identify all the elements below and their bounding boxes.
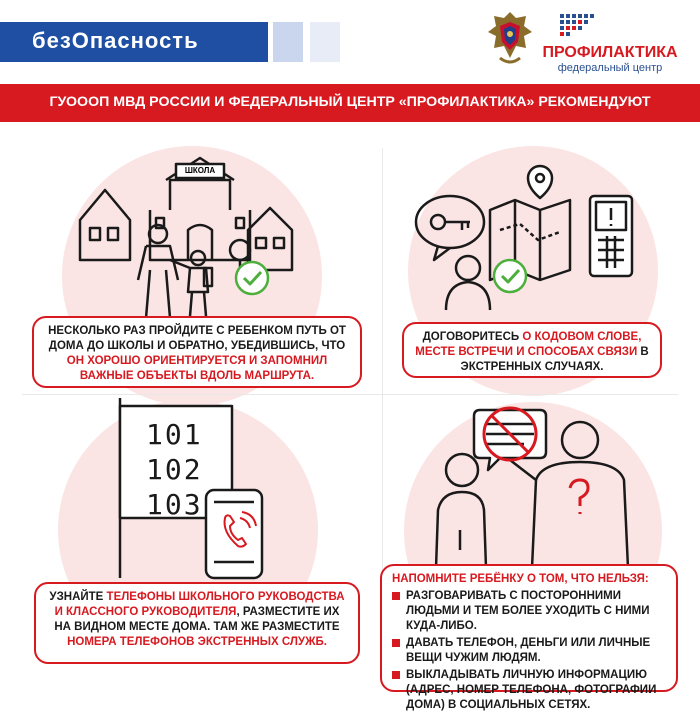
phone-call-icon <box>206 490 262 578</box>
decor-tile <box>310 22 340 62</box>
phones-text-a: УЗНАЙТЕ <box>49 591 107 603</box>
location-pin-icon <box>528 166 552 198</box>
police-emblem-icon <box>486 8 534 70</box>
brand-title: безОпасность <box>32 28 199 53</box>
list-item-text: ВЫКЛАДЫВАТЬ ЛИЧНУЮ ИНФОРМАЦИЮ (АДРЕС, НОМЕР ТЕЛЕФОНА, ФОТОГРАФИИ ДОМА) В СОЦИАЛЬНЫХ СЕТЯХ. <box>406 669 657 711</box>
mobile-phone-icon <box>590 196 632 276</box>
checkmark-icon <box>236 262 268 294</box>
route-text-box <box>32 316 362 388</box>
list-item <box>392 668 666 713</box>
stranger-text-box <box>380 564 678 711</box>
speech-bubble-key-icon <box>416 196 484 260</box>
list-item-text: РАЗГОВАРИВАТЬ С ПОСТОРОННИМИ ЛЮДЬМИ И ТЕМ БОЛЕЕ УХОДИТЬ С НИМИ КУДА-ЛИБО. <box>406 590 650 632</box>
codeword-text-a: ДОГОВОРИТЕСЬ <box>422 331 523 343</box>
list-item <box>392 636 666 666</box>
banner <box>0 84 700 122</box>
house-icon <box>80 190 130 260</box>
forbidden-speech-icon <box>474 408 546 470</box>
house-icon <box>248 208 292 270</box>
route-text-b: ОН ХОРОШО ОРИЕНТИРУЕТСЯ И ЗАПОМНИЛ ВАЖНЫЕ ОБЪЕКТЫ ВДОЛЬ МАРШРУТА. <box>66 355 328 382</box>
phones-text-d: НОМЕРА ТЕЛЕФОНОВ ЭКСТРЕННЫХ СЛУЖБ. <box>67 636 327 648</box>
phones-text-b: ТЕЛЕФОНЫ ШКОЛЬНОГО РУКОВОДСТВА И КЛАССНОГО РУКОВОДИТЕЛЯ <box>54 591 345 618</box>
banner-text: ГУОООП МВД РОССИИ И ФЕДЕРАЛЬНЫЙ ЦЕНТР «ПРОФИЛАКТИКА» РЕКОМЕНДУЮТ <box>49 94 651 110</box>
decor-tile <box>273 22 303 62</box>
number-102: 102 <box>146 453 203 486</box>
org-subtitle: федеральный центр <box>557 62 663 74</box>
number-103: 103 <box>146 488 203 521</box>
parent-figure-icon <box>138 225 190 318</box>
school-sign: ШКОЛА <box>184 166 216 175</box>
phones-text-box <box>34 582 360 664</box>
checkmark-icon <box>494 260 526 292</box>
school-route-illustration <box>70 150 310 320</box>
route-text-a: НЕСКОЛЬКО РАЗ ПРОЙДИТЕ С РЕБЕНКОМ ПУТЬ ОТ ДОМА ДО ШКОЛЫ И ОБРАТНО, УБЕДИВШИСЬ, ЧТО <box>48 325 346 352</box>
stranger-heading: НАПОМНИТЕ РЕБЁНКУ О ТОМ, ЧТО НЕЛЬЗЯ: <box>392 573 649 585</box>
list-item-text: ДАВАТЬ ТЕЛЕФОН, ДЕНЬГИ ИЛИ ЛИЧНЫЕ ВЕЩИ ЧУЖИМ ЛЮДЯМ. <box>406 637 651 664</box>
phones-text-c: , РАЗМЕСТИТЕ ИХ НА ВИДНОМ МЕСТЕ ДОМА. ТАМ ЖЕ РАЗМЕСТИТЕ <box>54 606 340 633</box>
number-101: 101 <box>146 418 203 451</box>
person-figure-icon <box>446 256 490 310</box>
codeword-illustration <box>410 160 650 320</box>
codeword-text-box <box>402 322 662 378</box>
org-name: ПРОФИЛАКТИКА <box>542 44 678 61</box>
brand-bar <box>0 22 268 62</box>
list-item <box>392 589 666 634</box>
header <box>0 0 700 82</box>
profilaktika-logo-icon <box>560 14 604 36</box>
stranger-danger-illustration <box>420 400 650 570</box>
codeword-text-c: В ЭКСТРЕННЫХ СЛУЧАЯХ. <box>460 346 649 373</box>
codeword-text-b: О КОДОВОМ СЛОВЕ, МЕСТЕ ВСТРЕЧИ И СПОСОБАХ СВЯЗИ <box>415 331 642 358</box>
divider <box>22 394 678 395</box>
child-figure-icon <box>436 454 486 568</box>
